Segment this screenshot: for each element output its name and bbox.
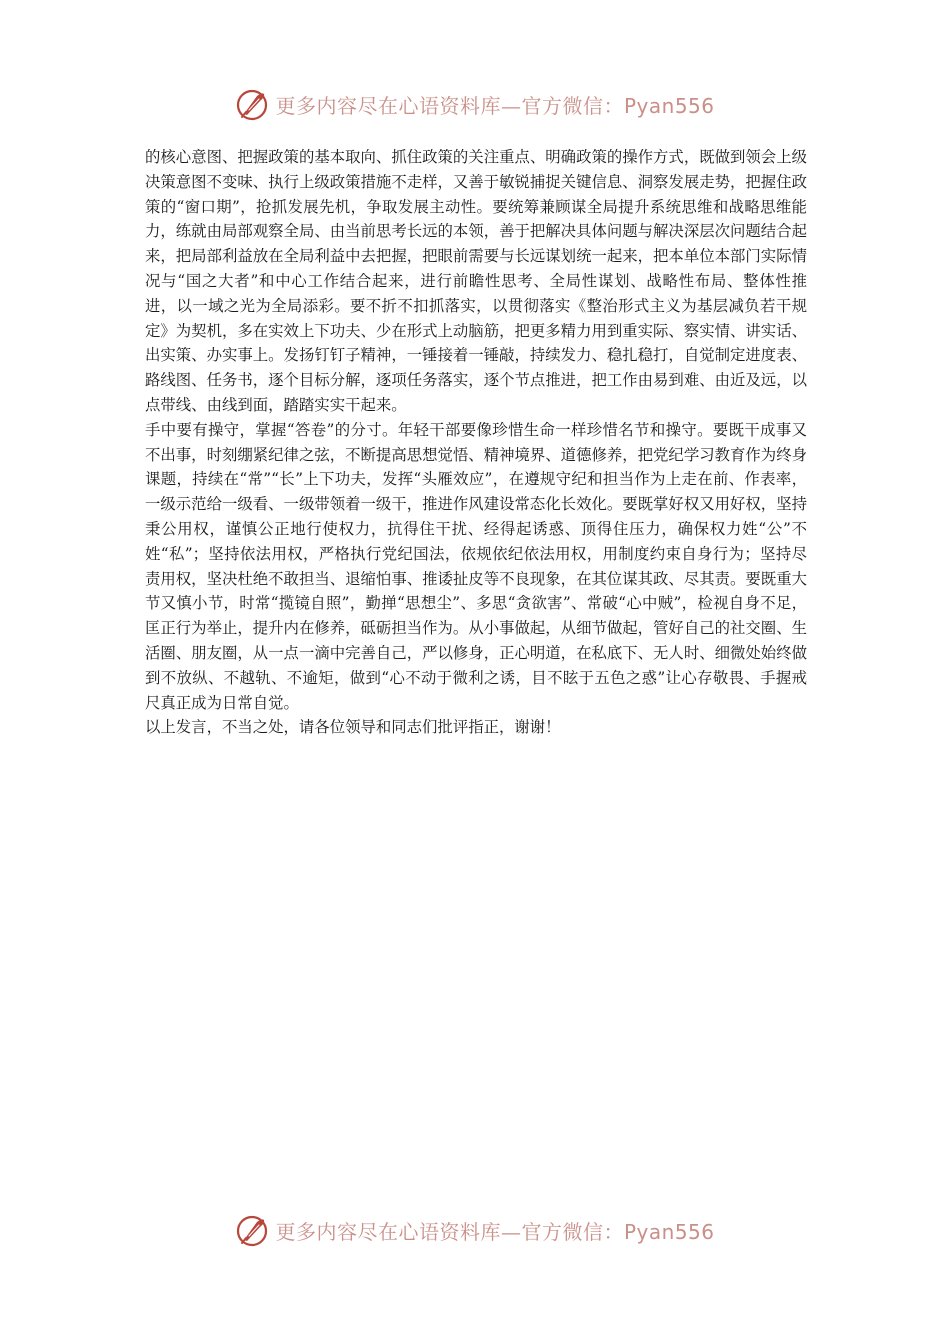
footer-banner-label: 更多内容尽在心语资料库—官方微信：: [275, 1219, 624, 1244]
paragraph-2: 手中要有操守，掌握“答卷”的分寸。年轻干部要像珍惜生命一样珍惜名节和操守。要既干成事又不出事，时刻绷紧纪律之弦，不断提高思想觉悟、精神境界、道德修养，把党纪学习教育作为终身课题，持续在“常”“长”上下功夫，发挥“头雁效应”，在遵规守纪和担当作为上走在前、作表率，一级示范给一级看、一级带领着一级干，推进作风建设常态化长效化。要既掌好权又用好权，坚持秉公用权，谨慎公正地行使权力，抗得住干扰、经得起诱惑、顶得住压力，确保权力姓“公”不姓“私”；坚持依法用权，严格执行党纪国法，依规依纪依法用权，用制度约束自身行为；坚持尽责用权，坚决杜绝不敢担当、退缩怕事、推诿扯皮等不良现象，在其位谋其政、尽其责。要既重大节又慎小节，时常“揽镜自照”，勤掸“思想尘”、多思“贪欲害”、常破“心中贼”，检视自身不足，匡正行为举止，提升内在修养，砥砺担当作为。从小事做起，从细节做起，管好自己的社交圈、生活圈、朋友圈，从一点一滴中完善自己，严以修身，正心明道，在私底下、无人时、细微处始终做到不放纵、不越轨、不逾矩，做到“心不动于微利之诱，目不眩于五色之惑”让心存敬畏、手握戒尺真正成为日常自觉。: [145, 420, 807, 712]
footer-banner: [0, 1208, 950, 1252]
quill-pen-icon: [235, 87, 269, 121]
footer-banner-text: [275, 1216, 714, 1245]
header-banner-label: 更多内容尽在心语资料库—官方微信：: [275, 93, 624, 118]
paragraph-1: 的核心意图、把握政策的基本取向、抓住政策的关注重点、明确政策的操作方式，既做到领会上级决策意图不变味、执行上级政策措施不走样，又善于敏锐捕捉关键信息、洞察发展走势，把握住政策的“窗口期”，抢抓发展先机，争取发展主动性。要统筹兼顾谋全局提升系统思维和战略思维能力，练就由局部观察全局、由当前思考长远的本领，善于把解决具体问题与解决深层次问题结合起来，把局部利益放在全局利益中去把握，把眼前需要与长远谋划统一起来，把本单位本部门实际情况与“国之大者”和中心工作结合起来，进行前瞻性思考、全局性谋划、战略性布局、整体性推进，以一域之光为全局添彩。要不折不扣抓落实，以贯彻落实《整治形式主义为基层减负若干规定》为契机，多在实效上下功夫、少在形式上动脑筋，把更多精力用到重实际、察实情、讲实话、出实策、办实事上。发扬钉钉子精神，一锤接着一锤敲，持续发力、稳扎稳打，自觉制定进度表、路线图、任务书，逐个目标分解，逐项任务落实，逐个节点推进，把工作由易到难、由近及远，以点带线、由线到面，踏踏实实干起来。: [145, 148, 807, 414]
footer-wechat-handle: Pyan556: [623, 1219, 715, 1244]
header-banner: [0, 82, 950, 126]
document-body: [145, 145, 807, 740]
paragraph-3: 以上发言，不当之处，请各位领导和同志们批评指正，谢谢！: [145, 718, 561, 737]
header-banner-text: [275, 90, 714, 119]
header-wechat-handle: Pyan556: [623, 93, 715, 118]
quill-pen-icon: [235, 1213, 269, 1247]
